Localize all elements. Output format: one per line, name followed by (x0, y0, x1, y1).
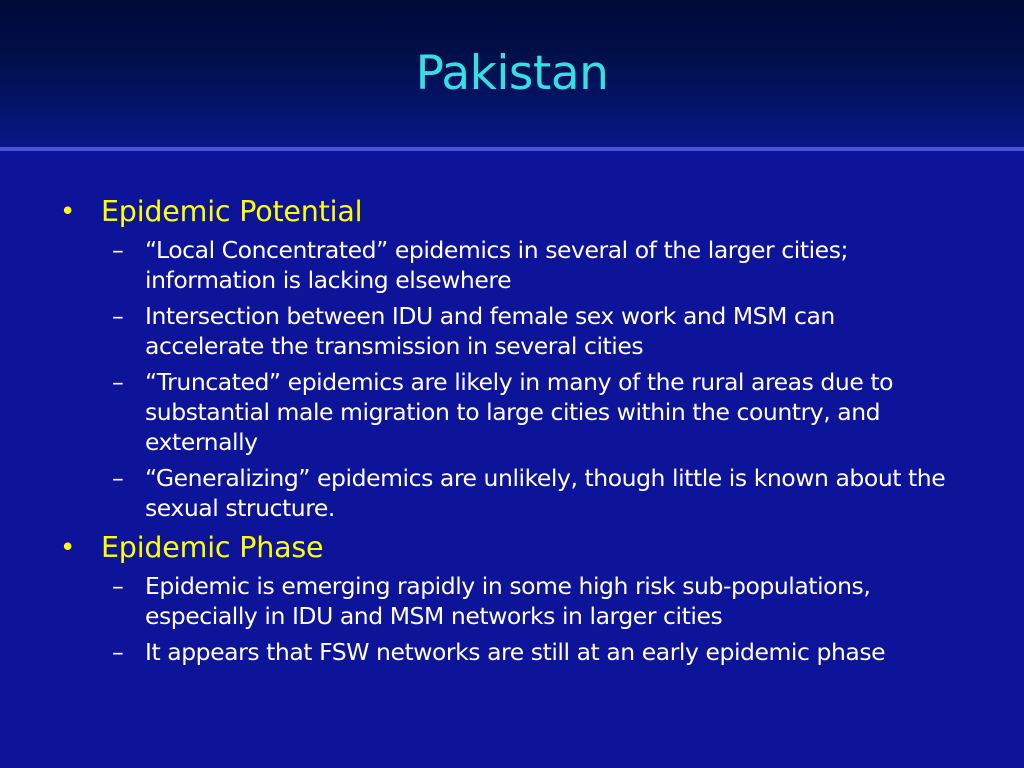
section-heading-text: Epidemic Phase (101, 531, 324, 564)
bullet-icon: • (60, 197, 76, 227)
dash-icon: – (112, 638, 124, 666)
section-heading (58, 193, 988, 231)
sub-list (58, 571, 988, 667)
section-epidemic-phase (58, 529, 988, 667)
bullet-icon: • (60, 533, 76, 563)
list-item (58, 463, 960, 523)
dash-icon: – (112, 572, 124, 600)
dash-icon: – (112, 236, 124, 264)
dash-icon: – (112, 368, 124, 396)
list-item-text: “Local Concentrated” epidemics in several of the larger cities; information is lacking elsewhere (145, 236, 848, 294)
sub-list (58, 235, 988, 523)
list-item (58, 571, 960, 631)
list-item (58, 637, 960, 667)
dash-icon: – (112, 302, 124, 330)
list-item (58, 235, 960, 295)
section-heading (58, 529, 988, 567)
section-heading-text: Epidemic Potential (101, 195, 363, 228)
slide-content (58, 193, 988, 673)
list-item-text: “Generalizing” epidemics are unlikely, though little is known about the sexual structure. (145, 464, 946, 522)
slide-title: Pakistan (415, 46, 609, 101)
list-item (58, 301, 960, 361)
dash-icon: – (112, 464, 124, 492)
section-epidemic-potential (58, 193, 988, 523)
list-item (58, 367, 960, 457)
list-item-text: Epidemic is emerging rapidly in some high risk sub-populations, especially in IDU and MSM networks in larger cities (145, 572, 871, 630)
list-item-text: It appears that FSW networks are still at an early epidemic phase (145, 638, 886, 666)
title-divider (0, 147, 1024, 151)
list-item-text: Intersection between IDU and female sex work and MSM can accelerate the transmission in several cities (145, 302, 835, 360)
list-item-text: “Truncated” epidemics are likely in many of the rural areas due to substantial male migration to large cities within the country, and externally (145, 368, 894, 456)
